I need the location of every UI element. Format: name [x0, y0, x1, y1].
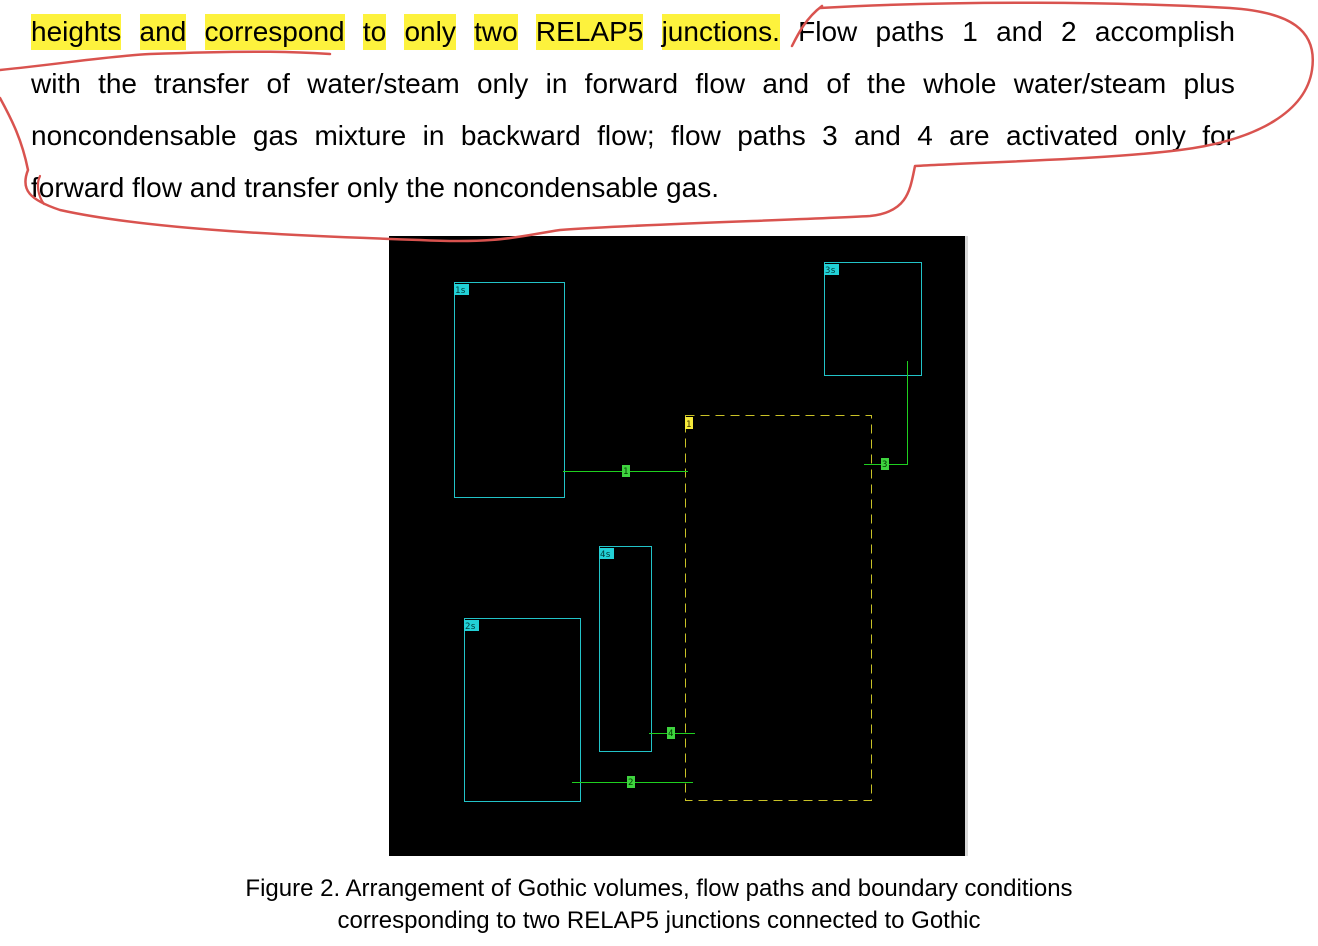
diagram-canvas [389, 236, 965, 856]
highlighted-word: RELAP5 [536, 14, 643, 50]
volume-3s [824, 263, 922, 376]
word: only [476, 68, 529, 99]
volume-main-box [686, 416, 872, 801]
flow-path-3-label: 3 [882, 460, 888, 470]
volume-2s-box [465, 619, 581, 802]
word: 4 [917, 120, 933, 151]
volume-3s-box [825, 263, 922, 376]
paragraph-line-4: forward flow and transfer only the noncondensable gas. [31, 172, 719, 203]
volume-1s-label: 1s [455, 286, 466, 296]
word: water/steam [1013, 68, 1167, 99]
flow-path-2-label: 2 [628, 778, 634, 788]
volume-2s [464, 619, 581, 802]
flow-path-2 [572, 776, 693, 788]
figure-caption-line-1: Figure 2. Arrangement of Gothic volumes, flow paths and boundary conditions [245, 875, 1073, 902]
volume-main-label: 1 [686, 420, 692, 430]
gothic-diagram [389, 236, 965, 856]
word: gas [252, 120, 299, 151]
word: the [867, 68, 906, 99]
paragraph-line-2 [31, 66, 1235, 102]
figure-caption-line-2: corresponding to two RELAP5 junctions connected to Gothic [337, 907, 981, 934]
word: in [422, 120, 445, 151]
word: and [762, 68, 810, 99]
flow-path-3-line [864, 361, 908, 465]
word: flow [671, 120, 721, 151]
word: 3 [822, 120, 838, 151]
word: backward [460, 120, 581, 151]
word: activated [1006, 120, 1119, 151]
volume-4s-box [600, 547, 652, 752]
word: 2 [1061, 16, 1077, 47]
word: water/steam [307, 68, 460, 99]
word: paths [737, 120, 806, 151]
volume-4s-label: 4s [600, 550, 611, 560]
word: for [1202, 120, 1235, 151]
volume-1s [454, 283, 565, 498]
volume-main [685, 416, 872, 801]
flow-path-1-label: 1 [623, 467, 629, 477]
word: only [1134, 120, 1186, 151]
volume-3s-label: 3s [825, 266, 836, 276]
highlighted-word: two [474, 14, 518, 50]
word: flow [695, 68, 746, 99]
flow-path-4 [649, 727, 695, 739]
volume-2s-label: 2s [465, 622, 476, 632]
word: of [826, 68, 850, 99]
highlighted-word: only [404, 14, 455, 50]
flow-path-1 [563, 465, 688, 477]
figure-edge [965, 236, 968, 856]
word: with [31, 68, 81, 99]
word: in [545, 68, 568, 99]
highlighted-word: and [140, 14, 187, 50]
highlighted-word: correspond [205, 14, 345, 50]
highlighted-word: junctions. [662, 14, 780, 50]
word: and [996, 16, 1043, 47]
word: of [266, 68, 290, 99]
word: and [854, 120, 901, 151]
word: paths [875, 16, 944, 47]
volume-4s [599, 547, 652, 752]
word: whole [923, 68, 997, 99]
word: noncondensable [31, 120, 237, 151]
word: the [98, 68, 138, 99]
word: Flow [798, 16, 858, 47]
paragraph-line-1 [31, 14, 1235, 50]
word: transfer [154, 68, 250, 99]
word: accomplish [1094, 16, 1235, 47]
flow-path-4-label: 4 [668, 729, 674, 739]
highlighted-word: heights [31, 14, 121, 50]
word: are [949, 120, 990, 151]
highlighted-word: to [363, 14, 386, 50]
word: mixture [314, 120, 407, 151]
word: plus [1183, 68, 1235, 99]
volume-1s-box [455, 283, 565, 498]
word: forward [584, 68, 679, 99]
paragraph-line-3 [31, 118, 1235, 154]
word: 1 [962, 16, 978, 47]
word: flow; [597, 120, 655, 151]
